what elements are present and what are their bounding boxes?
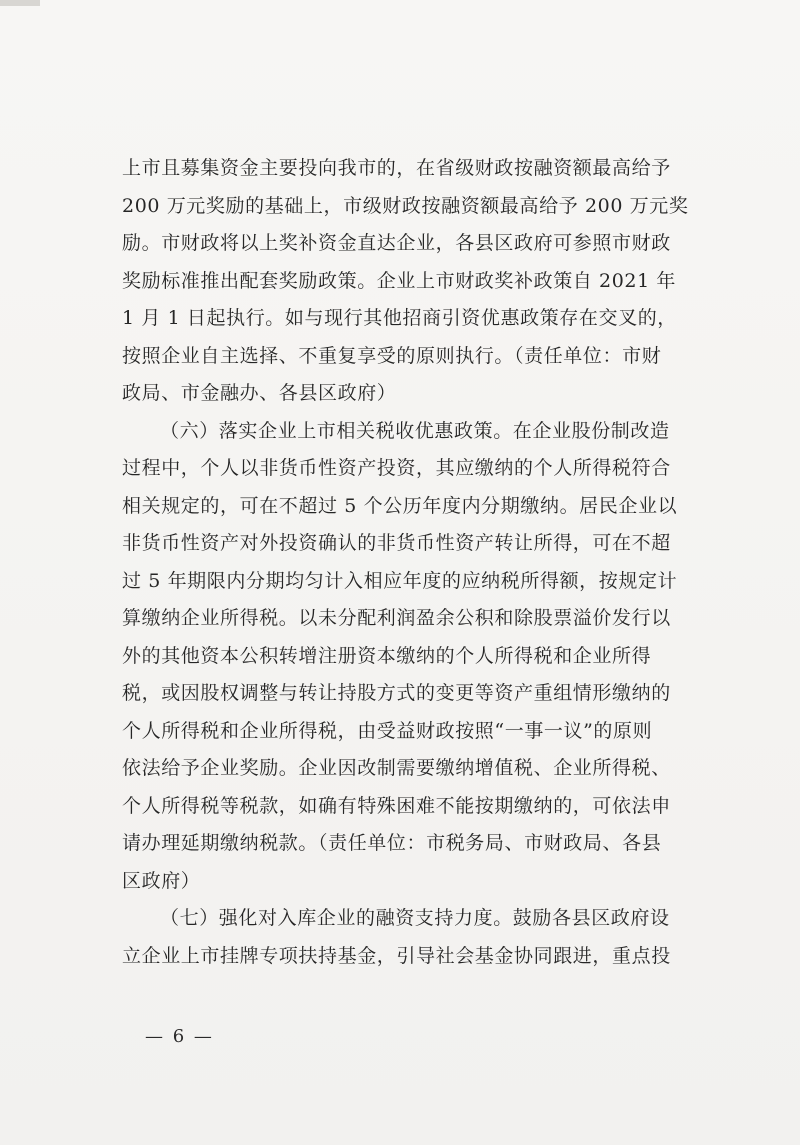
body-text bbox=[122, 150, 722, 975]
text-line: 非货币性资产对外投资确认的非货币性资产转让所得，可在不超 bbox=[122, 532, 671, 554]
text-line: 区政府） bbox=[122, 869, 201, 892]
text-line: 励。市财政将以上奖补资金直达企业，各县区政府可参照市财政 bbox=[122, 232, 671, 254]
text-line: 立企业上市挂牌专项扶持基金，引导社会基金协同跟进，重点投 bbox=[122, 944, 671, 967]
text-line: 过程中，个人以非货币性资产投资，其应缴纳的个人所得税符合 bbox=[122, 457, 671, 479]
text-line: 1 月 1 日起执行。如与现行其他招商引资优惠政策存在交叉的， bbox=[122, 307, 677, 329]
text-line: 税，或因股权调整与转让持股方式的变更等资产重组情形缴纳的 bbox=[122, 682, 671, 704]
text-line: 按照企业自主选择、不重复享受的原则执行。（责任单位：市财 bbox=[122, 344, 662, 367]
text-line: 个人所得税和企业所得税，由受益财政按照“一事一议”的原则 bbox=[122, 719, 653, 742]
text-line: 依法给予企业奖励。企业因改制需要缴纳增值税、企业所得税、 bbox=[122, 757, 671, 779]
text-line: （七）强化对入库企业的融资支持力度。鼓励各县区政府设 bbox=[160, 907, 670, 929]
text-line: 个人所得税等税款，如确有特殊困难不能按期缴纳的，可依法申 bbox=[122, 794, 671, 817]
text-line: 政局、市金融办、各县区政府） bbox=[122, 382, 397, 404]
text-line: 相关规定的，可在不超过 5 个公历年度内分期缴纳。居民企业以 bbox=[122, 494, 678, 517]
text-line: 200 万元奖励的基础上，市级财政按融资额最高给予 200 万元奖 bbox=[122, 194, 689, 217]
text-line: 上市且募集资金主要投向我市的，在省级财政按融资额最高给予 bbox=[122, 157, 671, 179]
text-line: （六）落实企业上市相关税收优惠政策。在企业股份制改造 bbox=[160, 419, 670, 442]
text-line: 外的其他资本公积转增注册资本缴纳的个人所得税和企业所得 bbox=[122, 644, 652, 667]
text-line: 请办理延期缴纳税款。（责任单位：市税务局、市财政局、各县 bbox=[122, 832, 662, 854]
text-line: 算缴纳企业所得税。以未分配利润盈余公积和除股票溢价发行以 bbox=[122, 607, 671, 629]
text-line: 奖励标准推出配套奖励政策。企业上市财政奖补政策自 2021 年 bbox=[122, 269, 677, 292]
page-number: — 6 — bbox=[145, 1026, 214, 1047]
scan-edge-mark bbox=[0, 0, 40, 6]
text-line: 过 5 年期限内分期均匀计入相应年度的应纳税所得额，按规定计 bbox=[122, 569, 678, 592]
